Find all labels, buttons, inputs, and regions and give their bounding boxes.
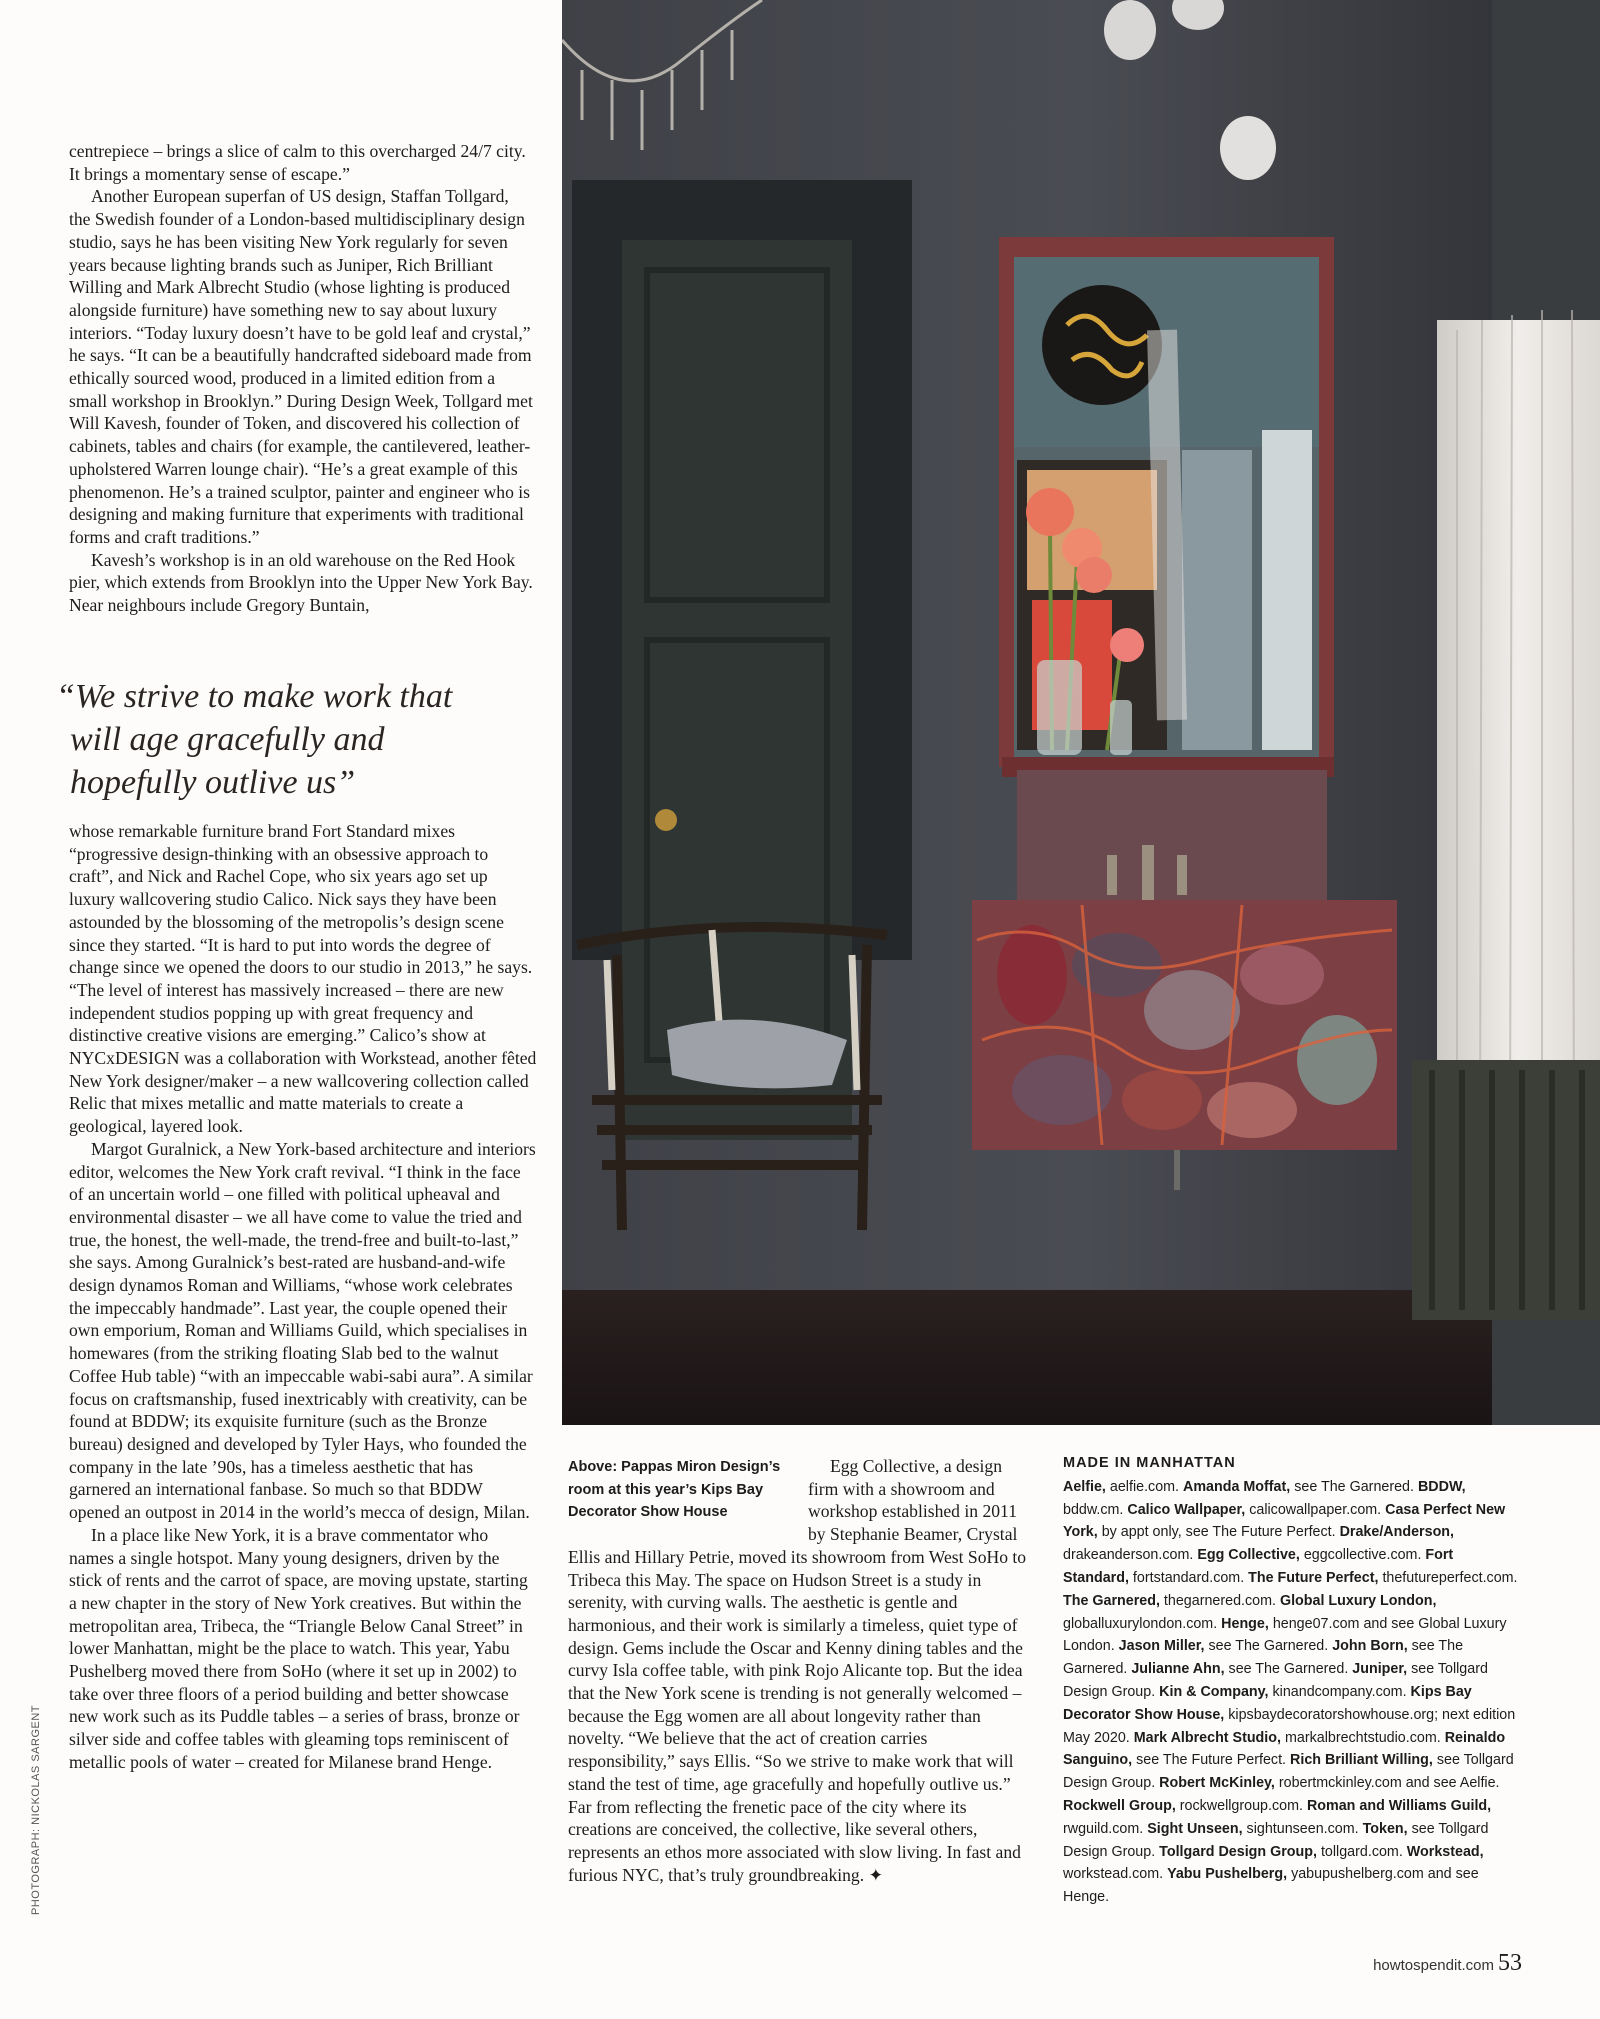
directory-entry-info: thefutureperfect.com. [1382,1569,1518,1586]
directory-entry-info: kipsbaydecoratorshowhouse.org; next edition May 2020. [1063,1706,1516,1746]
pull-quote-line: “We strive to make work that [56,678,453,715]
directory-entry-name: Roman and Williams Guild, [1306,1797,1492,1814]
page-footer [1373,1950,1522,1977]
directory-entry-name: Robert McKinley, [1159,1775,1275,1792]
directory-entry-info: fortstandard.com. [1132,1569,1245,1586]
directory-entry-name: Calico Wallpaper, [1127,1501,1246,1518]
directory-entry-name: Rich Brilliant Willing, [1290,1752,1433,1769]
paragraph: Another European superfan of US design, Staffan Tollgard, the Swedish founder of a London-based multidisciplinary design studio, says he has been visiting New York regularly for seven years because lighting brands such as Juniper, Rich Brilliant Willing and Mark Albrecht Studio (whose lighting is produced alongside furniture) have something new to say about luxury interiors. “Today luxury doesn’t have to be gold leaf and crystal,” he says. “It can be a beautifully handcrafted sideboard made from ethically sourced wood, produced in a limited edition from a small workshop in Brooklyn.” During Design Week, Tollgard met Will Kavesh, founder of Token, and discovered his collection of cabinets, tables and chairs (for example, the cantilevered, leather-upholstered Warren lounge chair). “He’s a great example of this phenomenon. He’s a trained sculptor, painter and engineer who is designing and making furniture that experiments with traditional forms and craft traditions.” [69,186,533,547]
paragraph: In a place like New York, it is a brave commentator who names a single hotspot. Many young designers, driven by the stick of rents and the carrot of space, are moving upstate, starting a new chapter in the story of New York creatives. But within the metropolitan area, Tribeca, the “Triangle Below Canal Street” in lower Manhattan, might be the place to watch. This year, Yabu Pushelberg moved there from SoHo (where it set up in 2002) to take over three floors of a period building and better showcase new work such as its Puddle tables – a series of brass, bronze or silver side and coffee tables with gleaming tops reminiscent of metallic pools of water – created for Milanese brand Henge. [69,1524,528,1772]
directory-entry-name: Egg Collective, [1197,1547,1300,1564]
pull-quote-line: hopefully outlive us” [70,764,356,801]
interior-photograph [562,0,1600,1425]
directory-entry-name: Drake/Anderson, [1339,1524,1455,1541]
directory-entry-name: Aelfie, [1063,1478,1106,1495]
directory-body [1063,1476,1523,1909]
directory-entry-name: Mark Albrecht Studio, [1133,1729,1281,1746]
footer-site: howtospendit.com [1373,1957,1494,1974]
pull-quote-line: will age gracefully and [70,721,385,758]
directory-entry-info: rwguild.com. [1063,1820,1144,1837]
directory-entry-info: workstead.com. [1063,1866,1164,1883]
directory-entry-info: see The Garnered. [1208,1638,1329,1655]
directory-entry-info: aelfie.com. [1109,1478,1180,1495]
directory-entry-info: see The Garnered. [1063,1638,1464,1678]
directory-entry-name: Juniper, [1352,1661,1408,1678]
directory-entry-name: Yabu Pushelberg, [1167,1866,1288,1883]
photo-credit: PHOTOGRAPH: NICKOLAS SARGENT [30,1704,42,1915]
directory-entry-name: Jason Miller, [1118,1638,1205,1655]
caption-spacer [568,1455,808,1545]
directory-entry-info: see Tollgard Design Group. [1063,1752,1514,1792]
directory-entry-info: robertmckinley.com and see Aelfie. [1278,1775,1500,1792]
directory-entry-info: tollgard.com. [1320,1843,1403,1860]
directory-entry-info: rockwellgroup.com. [1179,1797,1303,1814]
paragraph: whose remarkable furniture brand Fort Standard mixes “progressive design-thinking with an obsessive approach to craft”, and Nick and Rachel Cope, who six years ago set up luxury wallcovering studio Calico. Nick says they have been astounded by the blossoming of the metropolis’s design scene since they started. “It is hard to put into words the degree of change since we opened the doors to our studio in 2013,” he says. “The level of interest has massively increased – there are new independent studios popping up with great frequency and distinctive creative visions are emerging.” Calico’s show at NYCxDESIGN was a collaboration with Workstead, another fêted New York designer/maker – a new wallcovering collection called Relic that mixes metallic and matte materials to create a geological, layered look. [69,821,537,1137]
directory-entry-name: Casa Perfect New York, [1063,1501,1506,1541]
paragraph: Egg Collective, a design firm with a showroom and workshop established in 2011 by Stephanie Beamer, Crystal Ellis and Hillary Petrie, moved its showroom from West SoHo to Tribeca this May. The space on Hudson Street is a study in serenity, with curving walls. The aesthetic is gentle and harmonious, and their work is similarly a timeless, quiet type of design. Gems include the Oscar and Kenny dining tables and the curvy Isla coffee table, with pink Rojo Alicante top. But the idea that the New York scene is trending is not generally welcomed – because the Egg women are all about longevity rather than novelty. “We believe that the act of creation carries responsibility,” says Ellis. “So we strive to make work that will stand the test of time, age gracefully and hopefully outlive us.” Far from reflecting the frenetic pace of the city where its creations are conceived, the collective, like several others, represents an ethos more associated with slow living. In fast and furious NYC, that’s truly groundbreaking. ✦ [568,1456,1027,1885]
photo-illustration [562,0,1600,1425]
directory-entry-name: BDDW, [1417,1478,1466,1495]
directory-entry-info: sightunseen.com. [1246,1820,1359,1837]
paragraph: centrepiece – brings a slice of calm to this overcharged 24/7 city. It brings a momentary sense of escape.” [69,141,526,184]
directory-entry-info: yabupushelberg.com and see Henge. [1063,1866,1479,1906]
directory-entry-info: see The Future Perfect. [1136,1752,1287,1769]
directory-entry-info: thegarnered.com. [1163,1592,1276,1609]
directory-entry-info: by appt only, see The Future Perfect. [1101,1524,1336,1541]
directory-entry-info: see Tollgard Design Group. [1063,1820,1489,1860]
directory-entry-name: The Future Perfect, [1248,1569,1379,1586]
directory-entry-name: Amanda Moffat, [1183,1478,1291,1495]
directory-entry-info: calicowallpaper.com. [1249,1501,1382,1518]
article-column-1 [69,140,534,617]
directory-entry-info: see The Garnered. [1228,1661,1349,1678]
made-in-manhattan-directory [1063,1452,1523,1909]
directory-entry-info: markalbrechtstudio.com. [1284,1729,1441,1746]
directory-heading: MADE IN MANHATTAN [1063,1455,1236,1471]
directory-entry-info: eggcollective.com. [1303,1547,1422,1564]
directory-entry-name: Sight Unseen, [1147,1820,1243,1837]
directory-entry-name: Global Luxury London, [1279,1592,1437,1609]
directory-entry-info: see Tollgard Design Group. [1063,1661,1488,1700]
article-column-2 [568,1455,1030,1886]
directory-entry-info: henge07.com and see Global Luxury London. [1063,1615,1507,1655]
paragraph: Kavesh’s workshop is in an old warehouse on the Red Hook pier, which extends from Brooklyn into the Upper New York Bay. Near neighbours include Gregory Buntain, [69,549,533,616]
directory-entry-name: John Born, [1332,1638,1408,1655]
pull-quote [56,675,536,804]
directory-entry-info: see The Garnered. [1294,1478,1414,1495]
directory-entry-info: kinandcompany.com. [1272,1683,1407,1700]
directory-entry-name: Kin & Company, [1159,1683,1269,1700]
photo-caption: Above: Pappas Miron Design’s room at this year’s Kips Bay Decorator Show House [568,1459,781,1520]
directory-entry-info: bddw.cm. [1063,1501,1124,1518]
directory-entry-name: Tollgard Design Group, [1159,1843,1317,1860]
directory-entry-name: Henge, [1221,1615,1269,1632]
directory-entry-name: Rockwell Group, [1063,1797,1176,1814]
article-column-1-continued [69,820,537,1774]
directory-entry-name: The Garnered, [1063,1592,1160,1609]
directory-entry-name: Token, [1362,1820,1408,1837]
directory-entry-name: Kips Bay Decorator Show House, [1063,1683,1472,1723]
directory-entry-info: globalluxurylondon.com. [1063,1615,1218,1632]
directory-entry-name: Workstead, [1406,1843,1484,1860]
directory-entry-info: drakeanderson.com. [1063,1547,1194,1564]
directory-entry-name: Fort Standard, [1063,1547,1454,1586]
paragraph: Margot Guralnick, a New York-based architecture and interiors editor, welcomes the New York craft revival. “I think in the face of an uncertain world – one filled with political upheaval and environmental disaster – we all have come to value the tried and true, the honest, the well-made, the trend-free and built-to-last,” she says. Among Guralnick’s best-rated are husband-and-wife design dynamos Roman and Williams, “whose work celebrates the impeccably handmade”. Last year, the couple opened their own emporium, Roman and Williams Guild, which specialises in homewares (from the striking floating Slab bed to the walnut Coffee Hub table) “with an impeccable wabi-sabi aura”. A similar focus on craftsmanship, fused inextricably with creativity, can be found at BDDW; its exquisite furniture (such as the Bronze bureau) designed and developed by Tyler Hays, who founded the company in the late ’90s, has a timeless aesthetic that has garnered an international fanbase. So much so that BDDW opened an outpost in 2014 in the world’s mecca of design, Milan. [69,1138,536,1523]
page-number: 53 [1498,1950,1522,1976]
directory-entry-name: Reinaldo Sanguino, [1063,1729,1506,1769]
directory-entry-name: Julianne Ahn, [1131,1661,1225,1678]
